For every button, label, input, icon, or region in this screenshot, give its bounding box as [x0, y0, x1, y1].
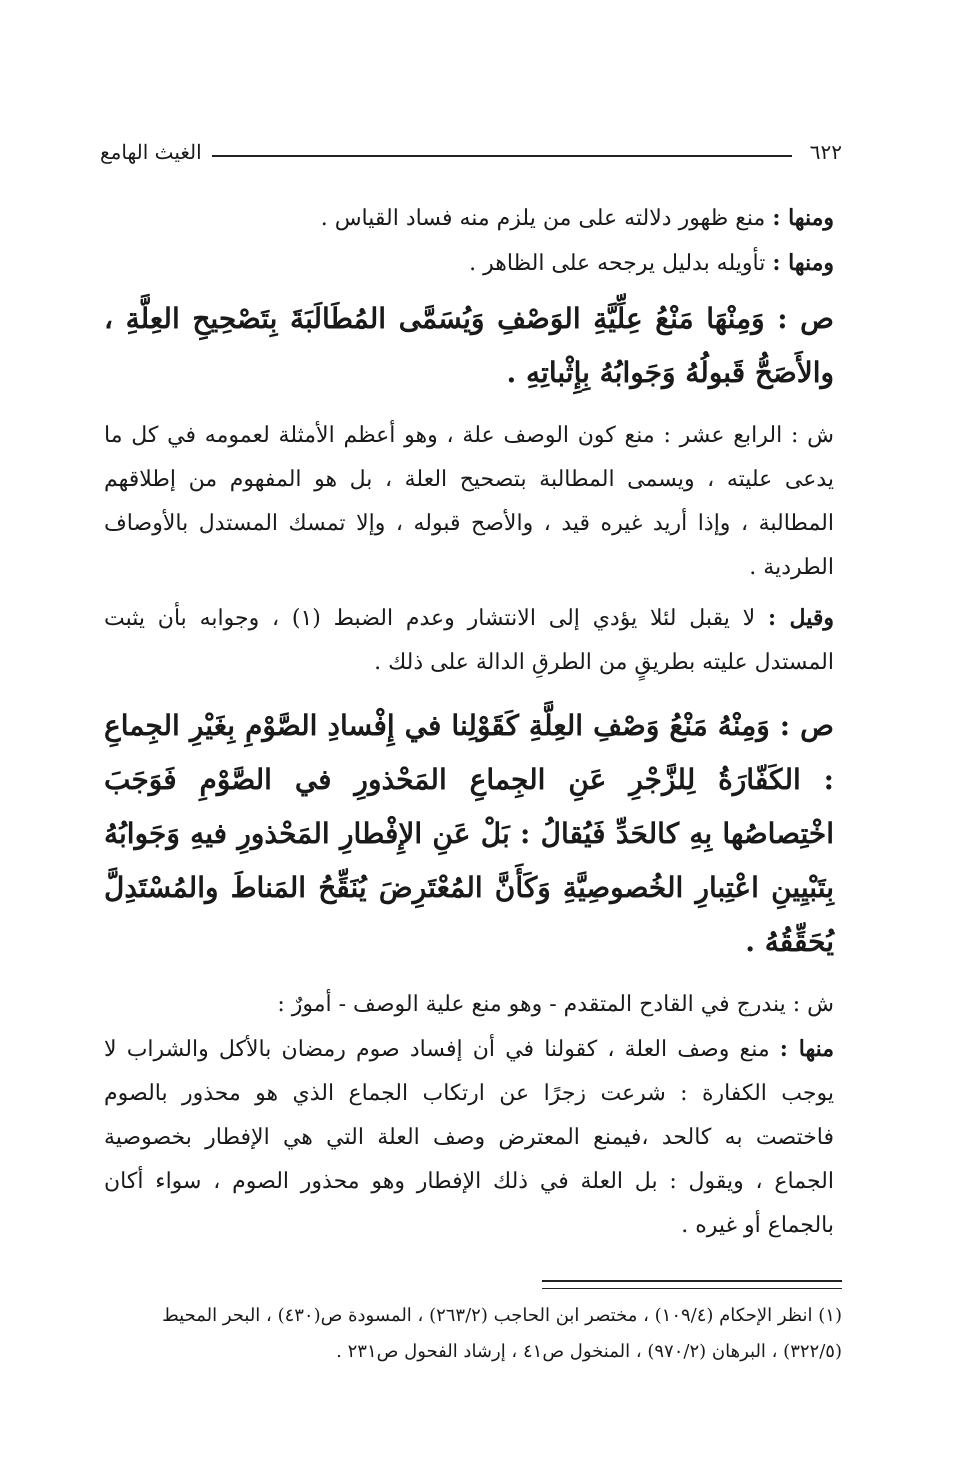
- paragraph-text: تأويله بدليل يرجحه على الظاهر .: [469, 251, 773, 276]
- paragraph: [104, 1027, 834, 1248]
- paragraph-lead: وقيل :: [767, 605, 834, 631]
- footnotes: [104, 1298, 842, 1370]
- footnote-separator: [542, 1280, 842, 1289]
- paragraph-text: منع وصف العلة ، كقولنا في أن إفساد صوم رمضان بالأكل والشراب لا يوجب الكفارة : شرعت زجرًا عن ارتكاب الجماع الذي هو محذور بالصوم فاختصت به كالحد ،فيمنع المعترض وصف العلة التي هي الإفطار بخصوصية الجماع ، ويقول : بل العلة في ذلك الإفطار وهو محذور الصوم ، سواء أكان بالجماع أو غيره .: [104, 1037, 834, 1238]
- page-body: [104, 196, 834, 1248]
- sharh-paragraph: ش : الرابع عشر : منع كون الوصف علة ، وهو أعظم الأمثلة لعمومه في كل ما يدعى عليته ، ويسمى المطالبة بتصحيح العلة ، بل هو المفهوم من إطلاقهم المطالبة ، وإذا أريد غيره قيد ، والأصح قبوله ، وإلا تمسك المستدل بالأوصاف الطردية .: [104, 423, 834, 580]
- paragraph-lead: منها :: [779, 1036, 835, 1062]
- paragraph-lead: ومنها :: [772, 205, 834, 231]
- matn-paragraph: ص : وَمِنْهَا مَنْعُ عِلِّيَّةِ الوَصْفِ وَيُسَمَّى المُطَالَبَةَ بِتَصْحِيحِ العِلَّةِ ، والأَصَحُّ قَبولُهُ وَجَوابُهُ بِإِثْباتِهِ .: [104, 302, 834, 389]
- paragraph: [104, 596, 834, 685]
- book-title: الغيث الهامع: [100, 140, 202, 164]
- footnote-line: (٣٢٢/٥) ، البرهان (٩٧٠/٢) ، المنخول ص٤١ ، إرشاد الفحول ص٢٣١ .: [336, 1341, 842, 1362]
- header-rule: [212, 155, 792, 157]
- paragraph-text: لا يقبل لئلا يؤدي إلى الانتشار وعدم الضبط (١) ، وجوابه بأن يثبت المستدل عليته بطريقٍ من الطرقِ الدالة على ذلك .: [104, 606, 834, 675]
- sharh-paragraph: ش : يندرج في القادح المتقدم - وهو منع علية الوصف - أمورٌ :: [277, 992, 834, 1017]
- paragraph: [104, 241, 834, 286]
- page-number: ٦٢٢: [809, 140, 842, 164]
- paragraph: [104, 196, 834, 241]
- matn-paragraph: ص : وَمِنْهُ مَنْعُ وَصْفِ العِلَّةِ كَقَوْلِنا في إِفْسادِ الصَّوْمِ بِغَيْرِ الجِماعِ : الكَفّارَةُ لِلزَّجْرِ عَنِ الجِماعِ المَحْذورِ في الصَّوْمِ فَوَجَبَ اخْتِصاصُها بِهِ كالحَدِّ فَيُقالُ : بَلْ عَنِ الإِفْطارِ المَحْذورِ فيهِ وَجَوابُهُ بِتَبْيِينِ اعْتِبارِ الخُصوصِيَّةِ وَكَأَنَّ المُعْتَرِضَ يُنَقِّحُ المَناطَ والمُسْتَدِلَّ يُحَقِّقُهُ .: [104, 709, 834, 958]
- paragraph-text: منع ظهور دلالته على من يلزم منه فساد القياس .: [320, 206, 773, 231]
- paragraph-lead: ومنها :: [772, 250, 834, 276]
- running-header: [100, 140, 842, 174]
- footnote-line: (١) انظر الإحكام (١٠٩/٤) ، مختصر ابن الحاجب (٢٦٣/٢) ، المسودة ص(٤٣٠) ، البحر المحيط: [162, 1305, 842, 1326]
